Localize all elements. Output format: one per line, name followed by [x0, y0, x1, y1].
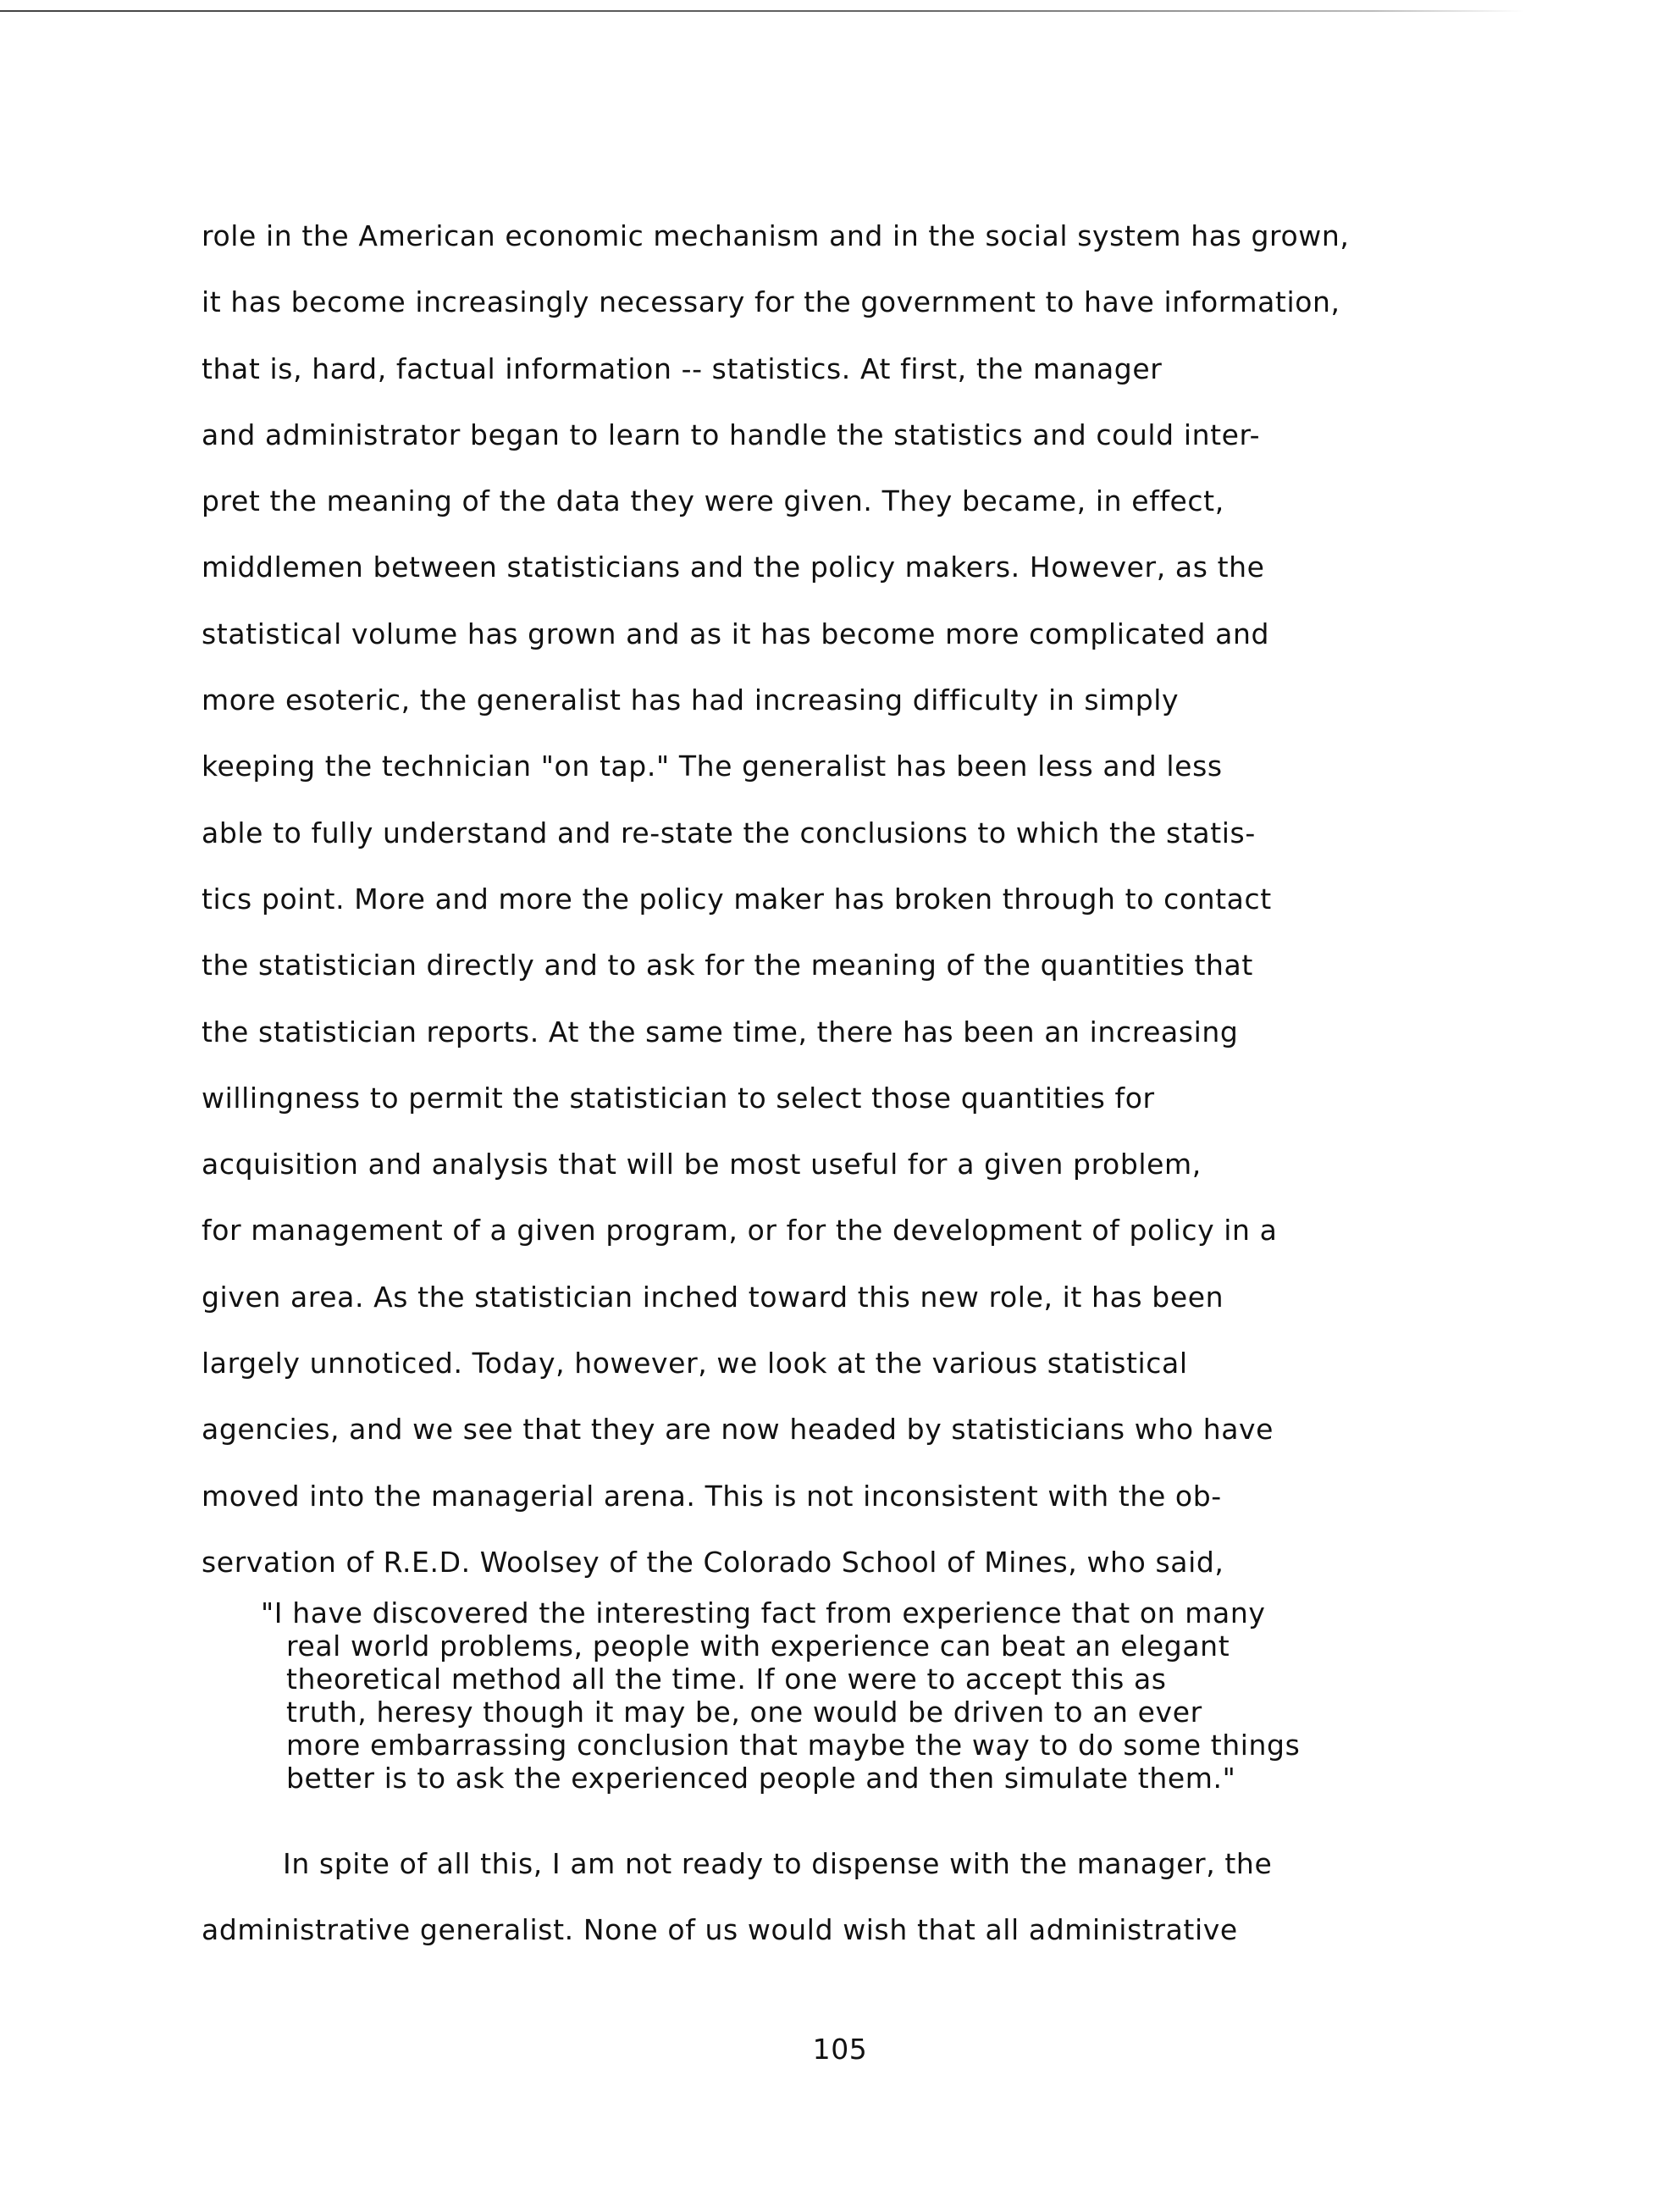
text-line: the statistician directly and to ask for the meaning of the quantities that — [202, 949, 1253, 982]
text-line: the statistician reports. At the same time, there has been an increasing — [202, 1015, 1239, 1048]
quote-line: better is to ask the experienced people and then simulate them." — [286, 1762, 1236, 1795]
text-line: agencies, and we see that they are now headed by statisticians who have — [202, 1413, 1274, 1447]
block-quote — [261, 1596, 1446, 1795]
quote-line: truth, heresy though it may be, one would be driven to an ever — [286, 1696, 1202, 1729]
text-line: servation of R.E.D. Woolsey of the Colorado School of Mines, who said, — [202, 1545, 1224, 1579]
text-line: able to fully understand and re-state the conclusions to which the statis- — [202, 816, 1256, 849]
text-line: moved into the managerial arena. This is not inconsistent with the ob- — [202, 1479, 1222, 1513]
text-line: acquisition and analysis that will be most useful for a given problem, — [202, 1148, 1202, 1181]
body-paragraph — [202, 203, 1556, 1596]
text-line: keeping the technician "on tap." The generalist has been less and less — [202, 750, 1223, 783]
text-line: it has become increasingly necessary for the government to have information, — [202, 285, 1340, 319]
text-line: more esoteric, the generalist has had increasing difficulty in simply — [202, 683, 1180, 717]
text-line: largely unnoticed. Today, however, we look at the various statistical — [202, 1347, 1188, 1380]
text-line: statistical volume has grown and as it has become more complicated and — [202, 617, 1270, 650]
page-number: 105 — [812, 2033, 868, 2066]
text-line: In spite of all this, I am not ready to dispense with the manager, the — [283, 1847, 1273, 1880]
quote-line: theoretical method all the time. If one were to accept this as — [286, 1663, 1167, 1696]
text-line: tics point. More and more the policy maker has broken through to contact — [202, 882, 1272, 916]
text-line: that is, hard, factual information -- statistics. At first, the manager — [202, 351, 1163, 385]
text-line: willingness to permit the statistician to select those quantities for — [202, 1081, 1155, 1115]
closing-paragraph — [202, 1831, 1556, 1963]
text-line: and administrator began to learn to handle the statistics and could inter- — [202, 418, 1261, 451]
text-line: for management of a given program, or for the development of policy in a — [202, 1214, 1278, 1248]
text-line: role in the American economic mechanism and in the social system has grown, — [202, 219, 1350, 252]
quote-line: real world problems, people with experience can beat an elegant — [286, 1629, 1230, 1663]
text-line: middlemen between statisticians and the policy makers. However, as the — [202, 550, 1265, 584]
top-rule — [0, 10, 1524, 12]
text-line: pret the meaning of the data they were given. They became, in effect, — [202, 484, 1224, 518]
quote-line: "I have discovered the interesting fact from experience that on many — [261, 1596, 1266, 1629]
text-line: administrative generalist. None of us would wish that all administrative — [202, 1913, 1238, 1946]
quote-line: more embarrassing conclusion that maybe the way to do some things — [286, 1729, 1301, 1762]
text-line: given area. As the statistician inched toward this new role, it has been — [202, 1280, 1224, 1314]
